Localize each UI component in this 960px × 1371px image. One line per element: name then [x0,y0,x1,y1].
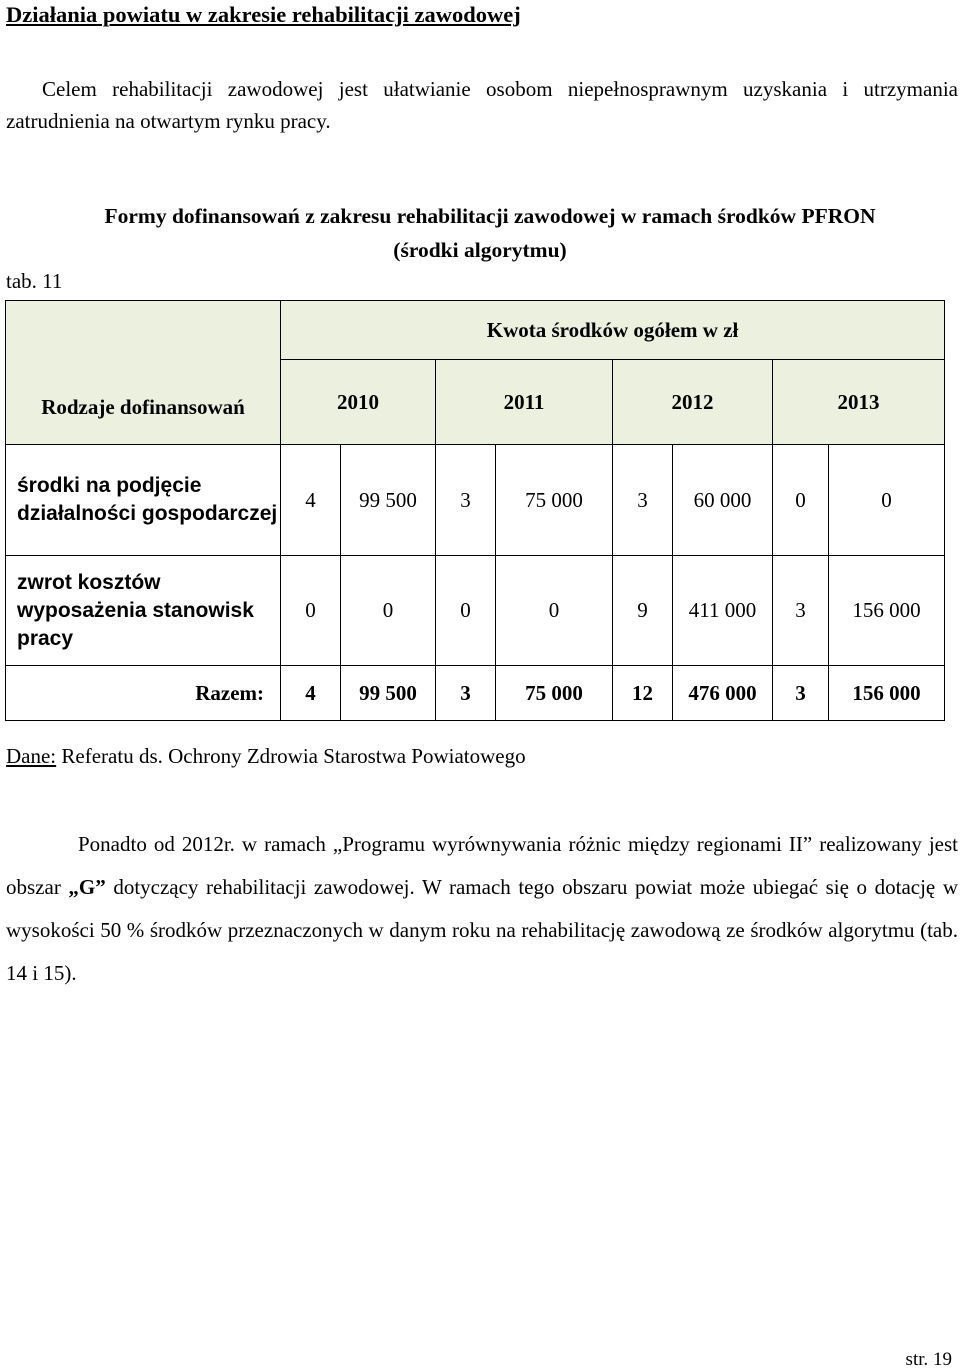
cell-count: 0 [281,556,341,666]
cell-count: 3 [436,445,496,556]
total-amount: 476 000 [673,666,773,721]
funding-table [5,300,945,721]
cell-amount: 99 500 [341,445,436,556]
header-year-2011: 2011 [436,360,613,445]
header-rodzaje: Rodzaje dofinansowań [6,301,281,445]
total-count: 12 [613,666,673,721]
cell-count: 0 [773,445,829,556]
total-count: 3 [773,666,829,721]
table-title: Formy dofinansowań z zakresu rehabilitacji zawodowej w ramach środków PFRON [104,204,876,228]
cell-amount: 0 [496,556,613,666]
table-subtitle: (środki algorytmu) [393,238,567,262]
total-label: Razem: [6,666,281,721]
header-year-2012: 2012 [613,360,773,445]
total-amount: 75 000 [496,666,613,721]
row-label: zwrot kosztów wyposażenia stanowisk pracy [6,556,281,666]
total-count: 4 [281,666,341,721]
page-heading: Działania powiatu w zakresie rehabilitacji zawodowej [6,2,521,27]
program-text-a: Ponadto od 2012r. w ramach „Programu wyrównywania różnic między regionami II” realizowany jest obszar [6,832,958,899]
cell-amount: 75 000 [496,445,613,556]
table-row [6,445,945,556]
cell-amount: 411 000 [673,556,773,666]
program-text-c: dotyczący rehabilitacji zawodowej. W ramach tego obszaru powiat może ubiegać się o dotację w wysokości 50 % środków przeznaczonych w danym roku na rehabilitację zawodową ze środków algorytmu (tab. 14 i 15). [6,875,958,985]
total-amount: 156 000 [829,666,945,721]
cell-amount: 156 000 [829,556,945,666]
page-number: str. 19 [905,1349,952,1370]
source-label: Dane: [6,744,57,768]
row-label: środki na podjęcie działalności gospodarczej [6,445,281,556]
cell-count: 4 [281,445,341,556]
header-year-2010: 2010 [281,360,436,445]
source-note [6,744,526,769]
total-amount: 99 500 [341,666,436,721]
cell-amount: 0 [829,445,945,556]
cell-amount: 60 000 [673,445,773,556]
header-kwota: Kwota środków ogółem w zł [281,301,945,360]
header-year-2013: 2013 [773,360,945,445]
intro-text: Celem rehabilitacji zawodowej jest ułatwianie osobom niepełnosprawnym uzyskania i utrzymania zatrudnienia na otwartym rynku pracy. [6,77,958,133]
cell-amount: 0 [341,556,436,666]
cell-count: 3 [613,445,673,556]
cell-count: 9 [613,556,673,666]
intro-paragraph [6,73,958,137]
program-area-code: „G” [68,875,106,899]
table-label: tab. 11 [6,269,63,293]
table-row [6,556,945,666]
cell-count: 0 [436,556,496,666]
total-count: 3 [436,666,496,721]
program-paragraph [6,823,958,995]
cell-count: 3 [773,556,829,666]
source-text: Referatu ds. Ochrony Zdrowia Starostwa Powiatowego [56,744,526,768]
table-total-row [6,666,945,721]
